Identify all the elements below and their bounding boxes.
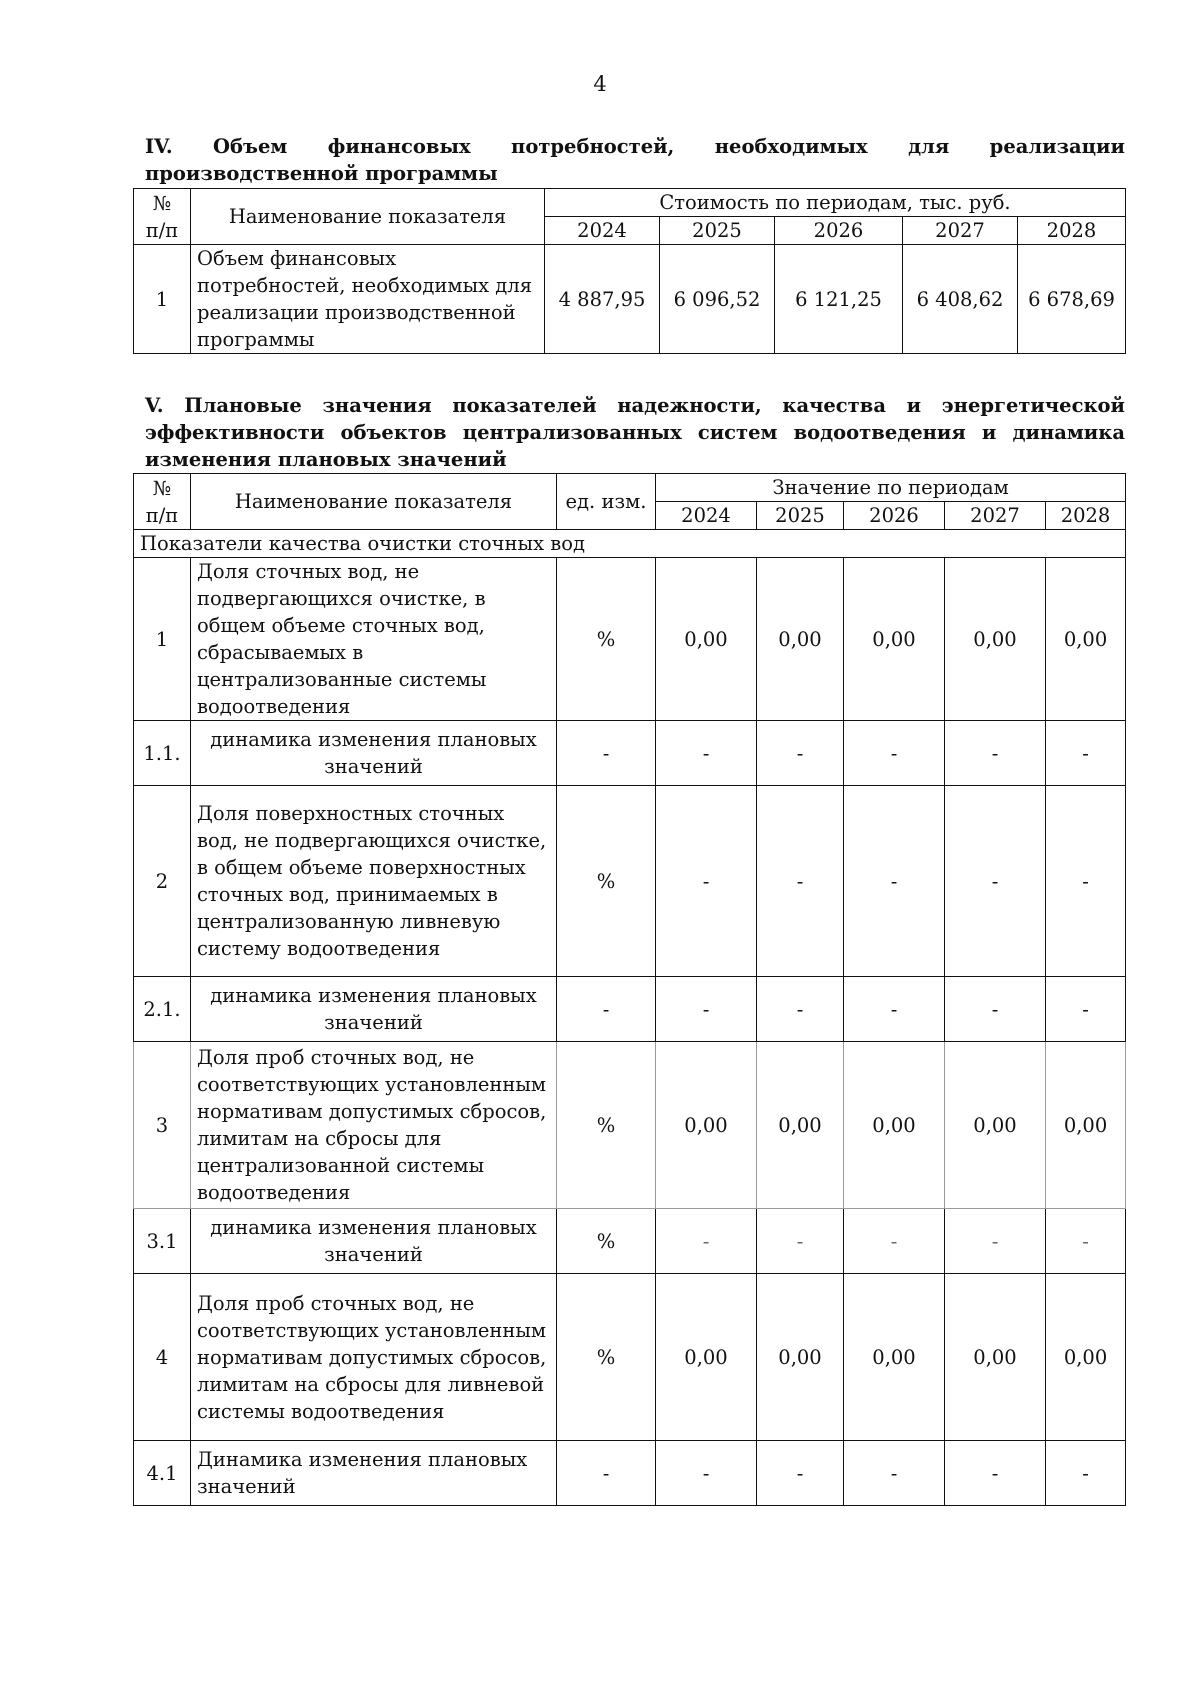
table-row	[134, 1441, 1126, 1506]
table-row	[134, 721, 1126, 786]
section-4-title: IV. Объем финансовых потребностей, необходимых для реализации производственной программы	[145, 135, 1125, 185]
row-value: 0,00	[1046, 1274, 1126, 1441]
reliability-indicators-table	[133, 473, 1126, 1506]
table-row	[134, 1042, 1126, 1209]
row-name: Объем финансовых потребностей, необходимых для реализации производственной программы	[191, 245, 545, 354]
row-name: динамика изменения плановых значений	[191, 1209, 557, 1274]
row-unit: %	[557, 1042, 656, 1209]
header-year: 2028	[1046, 502, 1126, 530]
row-value: 0,00	[656, 558, 757, 721]
row-unit: -	[557, 977, 656, 1042]
row-value: -	[844, 786, 945, 977]
row-unit: %	[557, 786, 656, 977]
header-year: 2028	[1018, 217, 1126, 245]
row-value: -	[945, 1441, 1046, 1506]
row-value: -	[945, 1209, 1046, 1274]
row-value: -	[757, 721, 844, 786]
row-num: 4.1	[134, 1441, 191, 1506]
row-name: Доля сточных вод, не подвергающихся очистке, в общем объеме сточных вод, сбрасываемых в централизованные системы водоотведения	[191, 558, 557, 721]
header-year: 2027	[945, 502, 1046, 530]
header-num: № п/п	[134, 189, 191, 245]
row-value: -	[757, 977, 844, 1042]
row-num: 3	[134, 1042, 191, 1209]
row-value: 6 408,62	[903, 245, 1018, 354]
row-num: 1	[134, 245, 191, 354]
row-num: 4	[134, 1274, 191, 1441]
row-num: 1.1.	[134, 721, 191, 786]
row-value: -	[945, 721, 1046, 786]
header-year: 2026	[775, 217, 903, 245]
row-value: 0,00	[656, 1042, 757, 1209]
row-num: 1	[134, 558, 191, 721]
header-year: 2025	[660, 217, 775, 245]
row-name: Доля проб сточных вод, не соответствующих установленным нормативам допустимых сбросов, лимитам на сбросы для ливневой системы водоотведения	[191, 1274, 557, 1441]
row-value: -	[1046, 1209, 1126, 1274]
header-name: Наименование показателя	[191, 189, 545, 245]
table-row	[134, 1274, 1126, 1441]
row-value: -	[1046, 977, 1126, 1042]
table-row	[134, 558, 1126, 721]
row-value: 0,00	[757, 1042, 844, 1209]
header-name: Наименование показателя	[191, 474, 557, 530]
row-value: 0,00	[844, 558, 945, 721]
row-value: -	[844, 977, 945, 1042]
header-value-group: Значение по периодам	[656, 474, 1126, 502]
row-value: -	[1046, 1441, 1126, 1506]
row-value: 0,00	[656, 1274, 757, 1441]
row-name: Доля проб сточных вод, не соответствующих установленным нормативам допустимых сбросов, лимитам на сбросы для централизованной системы водоотведения	[191, 1042, 557, 1209]
row-value: 0,00	[1046, 558, 1126, 721]
row-value: 0,00	[945, 558, 1046, 721]
header-unit: ед. изм.	[557, 474, 656, 530]
header-cost-group: Стоимость по периодам, тыс. руб.	[545, 189, 1126, 217]
row-value: 0,00	[757, 558, 844, 721]
row-value: -	[757, 1441, 844, 1506]
table-row	[134, 1209, 1126, 1274]
row-value: -	[656, 721, 757, 786]
row-value: 0,00	[757, 1274, 844, 1441]
row-value: 4 887,95	[545, 245, 660, 354]
row-value: 0,00	[1046, 1042, 1126, 1209]
group-label: Показатели качества очистки сточных вод	[134, 530, 1126, 558]
row-num: 3.1	[134, 1209, 191, 1274]
row-value: -	[945, 977, 1046, 1042]
row-value: 6 096,52	[660, 245, 775, 354]
row-unit: %	[557, 558, 656, 721]
row-name: динамика изменения плановых значений	[191, 721, 557, 786]
row-value: -	[1046, 721, 1126, 786]
row-unit: -	[557, 1441, 656, 1506]
row-value: -	[757, 1209, 844, 1274]
row-unit: -	[557, 721, 656, 786]
row-value: 6 121,25	[775, 245, 903, 354]
header-year: 2024	[656, 502, 757, 530]
row-value: -	[1046, 786, 1126, 977]
header-year: 2027	[903, 217, 1018, 245]
table-row	[134, 977, 1126, 1042]
row-value: 0,00	[844, 1274, 945, 1441]
row-value: -	[844, 1441, 945, 1506]
row-value: -	[656, 1209, 757, 1274]
row-name: Доля поверхностных сточных вод, не подвергающихся очистке, в общем объеме поверхностных сточных вод, принимаемых в централизованную ливневую систему водоотведения	[191, 786, 557, 977]
row-unit: %	[557, 1274, 656, 1441]
row-value: -	[844, 1209, 945, 1274]
table-row	[134, 245, 1126, 354]
financial-needs-table	[133, 188, 1126, 354]
table-row	[134, 786, 1126, 977]
row-value: -	[656, 786, 757, 977]
row-num: 2.1.	[134, 977, 191, 1042]
row-value: 0,00	[945, 1274, 1046, 1441]
row-unit: %	[557, 1209, 656, 1274]
row-value: 0,00	[844, 1042, 945, 1209]
section-5-title: V. Плановые значения показателей надежности, качества и энергетической эффективности объектов централизованных систем водоотведения и динамика изменения плановых значений	[145, 394, 1125, 471]
row-value: 0,00	[945, 1042, 1046, 1209]
row-value: -	[656, 1441, 757, 1506]
header-year: 2024	[545, 217, 660, 245]
header-year: 2025	[757, 502, 844, 530]
header-year: 2026	[844, 502, 945, 530]
row-value: -	[945, 786, 1046, 977]
row-value: -	[656, 977, 757, 1042]
page-number: 4	[593, 72, 607, 96]
row-value: 6 678,69	[1018, 245, 1126, 354]
row-value: -	[844, 721, 945, 786]
header-num: № п/п	[134, 474, 191, 530]
row-num: 2	[134, 786, 191, 977]
row-name: Динамика изменения плановых значений	[191, 1441, 557, 1506]
row-name: динамика изменения плановых значений	[191, 977, 557, 1042]
row-value: -	[757, 786, 844, 977]
